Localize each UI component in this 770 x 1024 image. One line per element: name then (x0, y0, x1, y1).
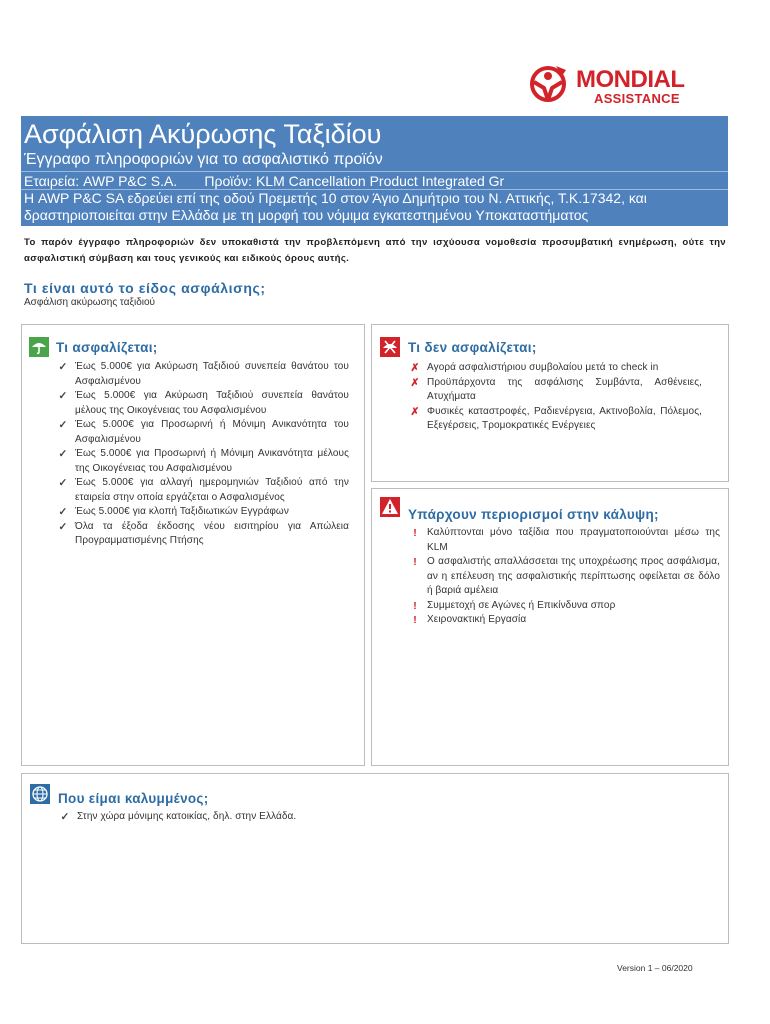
check-icon: ✓ (58, 520, 68, 533)
list-item: ✓ Έως 5.000€ για κλοπή Ταξιδιωτικών Εγγράφων (56, 505, 349, 520)
list-item: ✗ Αγορά ασφαλιστήριου συμβολαίου μετά το check in (408, 361, 702, 376)
intro-paragraph: Το παρόν έγγραφο πληροφοριών δεν υποκαθιστά την προβλεπόμενη από την ισχύουσα νομοθεσία προσυμβατική ενημέρωση, ούτε την ασφαλιστική σύμβαση και τους γενικούς και ειδικούς όρους αυτής. (24, 237, 726, 264)
restrictions-list (408, 526, 720, 628)
insurance-type-title: Τι είναι αυτό το είδος ασφάλισης; (24, 280, 266, 296)
list-item: ! Ο ασφαλιστής απαλλάσσεται της υποχρέωσης προς ασφάλισμα, αν η επέλευση της ασφαλιστικής περίπτωσης οφείλεται σε δόλο ή βαριά αμέλεια (408, 555, 720, 599)
restrictions-title: Υπάρχουν περιορισμοί στην κάλυψη; (408, 507, 659, 522)
cross-icon: ✗ (410, 376, 420, 389)
check-icon: ✓ (58, 477, 68, 489)
umbrella-cross-icon (380, 337, 400, 357)
list-item: ✓ Έως 5.000€ για Προσωρινή ή Μόνιμη Ανικανότητα μέλους της Οικογένειας του Ασφαλισμένου (56, 447, 349, 476)
coverage-area-title: Που είμαι καλυμμένος; (58, 791, 209, 806)
list-item: ✓ Όλα τα έξοδα έκδοσης νέου εισιτηρίου για Απώλεια Προγραμματισμένης Πτήσης (56, 520, 349, 549)
company-product-line: Εταιρεία: AWP P&C S.A. Προϊόν: KLM Cancellation Product Integrated Gr (24, 173, 505, 189)
warning-icon (380, 497, 400, 517)
address-line-1: Η AWP P&C SA εδρεύει επί της οδού Πρεμετής 10 στον Άγιο Δημήτριο του Ν. Αττικής, Τ.Κ.17342, και (24, 190, 647, 206)
list-item: ✓ Έως 5.000€ για Ακύρωση Ταξιδιού συνεπεία θανάτου του Ασφαλισμένου (56, 360, 349, 389)
exclamation-icon: ! (413, 527, 417, 539)
coverage-area-list (58, 810, 698, 825)
covered-list (56, 360, 349, 549)
check-icon: ✓ (60, 811, 70, 823)
list-item: ✗ Προϋπάρχοντα της ασφάλισης Συμβάντα, Ασθένειες, Ατυχήματα (408, 376, 702, 405)
umbrella-icon (29, 337, 49, 357)
page-subtitle: Έγγραφο πληροφοριών για το ασφαλιστικό προϊόν (24, 151, 383, 168)
list-item: ✓ Έως 5.000€ για αλλαγή ημερομηνιών Ταξιδιού από την εταιρεία στην οποία εργάζεται ο Ασφαλισμένος (56, 476, 349, 505)
globe-icon (30, 784, 50, 804)
cross-icon: ✗ (410, 405, 420, 418)
covered-box (21, 324, 365, 766)
logo-mark-icon (526, 60, 574, 108)
exclamation-icon: ! (413, 556, 417, 568)
list-item: ✓ Στην χώρα μόνιμης κατοικίας, δηλ. στην Ελλάδα. (58, 810, 698, 825)
exclamation-icon: ! (413, 614, 417, 626)
coverage-area-box (21, 773, 729, 944)
list-item: ! Χειρονακτική Εργασία (408, 613, 720, 628)
list-item: ! Καλύπτονται μόνο ταξίδια που πραγματοποιούνται μέσω της KLM (408, 526, 720, 555)
address-line-2: δραστηριοποιείται στην Ελλάδα με τη μορφή του νόμιμα εγκατεστημένου Υποκαταστήματος (24, 207, 589, 223)
restrictions-box (371, 488, 729, 766)
document-header (21, 116, 728, 226)
list-item: ! Συμμετοχή σε Αγώνες ή Επικίνδυνα σπορ (408, 599, 720, 614)
check-icon: ✓ (58, 506, 68, 518)
check-icon: ✓ (58, 448, 68, 460)
list-item: ✗ Φυσικές καταστροφές, Ραδιενέργεια, Ακτινοβολία, Πόλεμος, Εξεγέρσεις, Τρομοκρατικές Ενέργειες (408, 405, 702, 434)
not-covered-list (408, 361, 702, 434)
check-icon: ✓ (58, 361, 68, 373)
not-covered-box (371, 324, 729, 482)
mondial-assistance-logo (526, 58, 726, 110)
version-label: Version 1 – 06/2020 (617, 963, 693, 973)
logo-sub-text: ASSISTANCE (594, 91, 680, 106)
cross-icon: ✗ (410, 362, 420, 374)
list-item: ✓ Έως 5.000€ για Προσωρινή ή Μόνιμη Ανικανότητα του Ασφαλισμένου (56, 418, 349, 447)
covered-title: Τι ασφαλίζεται; (56, 340, 158, 355)
insurance-type-text: Ασφάλιση ακύρωσης ταξιδιού (24, 297, 156, 308)
exclamation-icon: ! (413, 599, 417, 612)
logo-brand-text: MONDIAL (576, 66, 685, 93)
page-title: Ασφάλιση Ακύρωσης Ταξιδίου (24, 119, 382, 149)
check-icon: ✓ (58, 419, 68, 431)
list-item: ✓ Έως 5.000€ για Ακύρωση Ταξιδιού συνεπεία θανάτου μέλους της Οικογένειας του Ασφαλισμένου (56, 389, 349, 418)
check-icon: ✓ (58, 390, 68, 402)
not-covered-title: Τι δεν ασφαλίζεται; (408, 340, 537, 355)
